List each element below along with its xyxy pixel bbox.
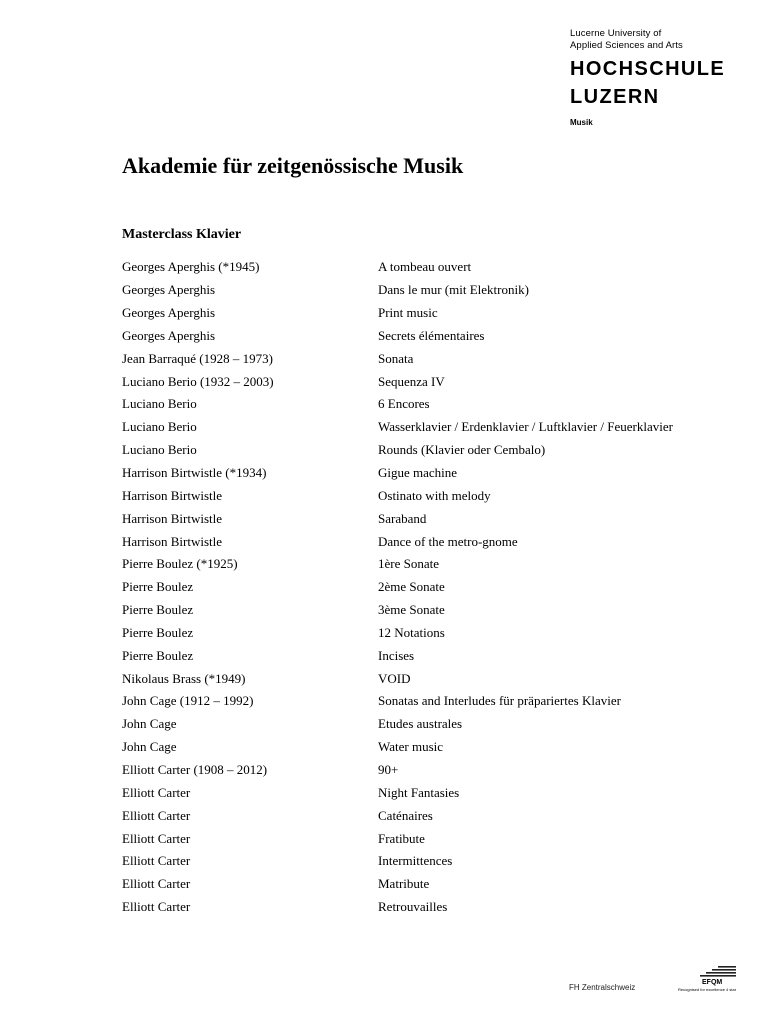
- list-item: [122, 484, 742, 507]
- work-title: Sonata: [378, 350, 414, 366]
- composer-name: Luciano Berio: [122, 442, 197, 458]
- composer-name: Georges Aperghis: [122, 305, 216, 321]
- work-title: Retrouvailles: [378, 899, 448, 915]
- list-item: [122, 347, 742, 370]
- work-title: 1ère Sonate: [378, 556, 440, 572]
- list-item: [122, 393, 742, 416]
- work-title: Water music: [378, 739, 444, 755]
- composer-name: Georges Aperghis: [122, 327, 216, 343]
- list-item: [122, 279, 742, 302]
- work-title: Saraband: [378, 510, 427, 526]
- list-item: [122, 713, 742, 736]
- list-item: [122, 667, 742, 690]
- work-title: 2ème Sonate: [378, 579, 445, 595]
- list-item: [122, 622, 742, 645]
- list-item: [122, 873, 742, 896]
- efqm-tagline: Recognised for excellence 4 star: [678, 987, 737, 992]
- list-item: [122, 256, 742, 279]
- logo-line-2: LUZERN: [570, 86, 660, 108]
- work-title: Rounds (Klavier oder Cembalo): [378, 442, 546, 458]
- list-item: [122, 896, 742, 919]
- composer-name: Elliott Carter: [122, 784, 191, 800]
- list-item: [122, 576, 742, 599]
- composer-name: Elliott Carter: [122, 899, 191, 915]
- list-item: [122, 370, 742, 393]
- composer-name: John Cage (1912 – 1992): [122, 693, 254, 709]
- list-item: [122, 804, 742, 827]
- work-title: Fratibute: [378, 830, 425, 846]
- section-heading: Masterclass Klavier: [122, 227, 242, 242]
- list-item: [122, 690, 742, 713]
- composer-name: Elliott Carter: [122, 830, 191, 846]
- list-item: [122, 553, 742, 576]
- work-title: Intermittences: [378, 853, 453, 869]
- repertoire-list: [122, 256, 742, 918]
- composer-name: Nikolaus Brass (*1949): [122, 670, 246, 686]
- composer-name: John Cage: [122, 739, 177, 755]
- composer-name: Harrison Birtwistle: [122, 487, 223, 503]
- composer-name: Elliott Carter: [122, 853, 191, 869]
- composer-name: Pierre Boulez: [122, 602, 194, 618]
- work-title: Sonatas and Interludes für präpariertes Klavier: [378, 693, 621, 709]
- list-item: [122, 644, 742, 667]
- footer-organization: FH Zentralschweiz: [569, 983, 636, 992]
- composer-name: Jean Barraqué (1928 – 1973): [122, 350, 273, 366]
- work-title: A tombeau ouvert: [378, 259, 472, 275]
- list-item: [122, 759, 742, 782]
- work-title: Incises: [378, 647, 415, 663]
- institution-line-2: Applied Sciences and Arts: [570, 40, 683, 51]
- work-title: Matribute: [378, 876, 430, 892]
- efqm-brand: EFQM: [702, 979, 723, 986]
- composer-name: Luciano Berio: [122, 419, 197, 435]
- work-title: Gigue machine: [378, 465, 458, 481]
- list-item: [122, 439, 742, 462]
- composer-name: Pierre Boulez (*1925): [122, 556, 238, 572]
- efqm-logo: [678, 966, 738, 996]
- composer-name: Elliott Carter: [122, 807, 191, 823]
- composer-name: Georges Aperghis: [122, 282, 216, 298]
- composer-name: Elliott Carter (1908 – 2012): [122, 761, 268, 777]
- composer-name: Elliott Carter: [122, 876, 191, 892]
- work-title: Wasserklavier / Erdenklavier / Luftklavier / Feuerklavier: [378, 419, 673, 435]
- work-title: Night Fantasies: [378, 784, 460, 800]
- composer-name: Luciano Berio (1932 – 2003): [122, 373, 274, 389]
- composer-name: Harrison Birtwistle: [122, 533, 223, 549]
- composer-name: Harrison Birtwistle (*1934): [122, 465, 267, 481]
- list-item: [122, 530, 742, 553]
- work-title: 6 Encores: [378, 396, 430, 412]
- work-title: Dance of the metro-gnome: [378, 533, 518, 549]
- list-item: [122, 736, 742, 759]
- logo-line-1: HOCHSCHULE: [570, 58, 726, 80]
- composer-name: Luciano Berio: [122, 396, 197, 412]
- composer-name: Harrison Birtwistle: [122, 510, 223, 526]
- composer-name: Pierre Boulez: [122, 647, 194, 663]
- list-item: [122, 599, 742, 622]
- composer-name: Pierre Boulez: [122, 579, 194, 595]
- work-title: VOID: [378, 670, 411, 686]
- list-item: [122, 827, 742, 850]
- list-item: [122, 850, 742, 873]
- list-item: [122, 325, 742, 348]
- list-item: [122, 302, 742, 325]
- work-title: 90+: [378, 761, 399, 777]
- university-logo: [570, 28, 750, 127]
- list-item: [122, 462, 742, 485]
- work-title: Dans le mur (mit Elektronik): [378, 282, 529, 298]
- work-title: 3ème Sonate: [378, 602, 445, 618]
- page-title: Akademie für zeitgenössische Musik: [122, 153, 464, 178]
- work-title: Sequenza IV: [378, 373, 445, 389]
- composer-name: Pierre Boulez: [122, 624, 194, 640]
- work-title: Ostinato with melody: [378, 487, 491, 503]
- work-title: Caténaires: [378, 807, 433, 823]
- department-label: Musik: [570, 118, 593, 127]
- work-title: Secrets élémentaires: [378, 327, 485, 343]
- institution-line-1: Lucerne University of: [570, 28, 662, 39]
- list-item: [122, 416, 742, 439]
- efqm-bars-icon: [678, 966, 738, 980]
- list-item: [122, 507, 742, 530]
- work-title: Etudes australes: [378, 716, 463, 732]
- work-title: 12 Notations: [378, 624, 445, 640]
- list-item: [122, 781, 742, 804]
- composer-name: John Cage: [122, 716, 177, 732]
- composer-name: Georges Aperghis (*1945): [122, 259, 260, 275]
- work-title: Print music: [378, 305, 438, 321]
